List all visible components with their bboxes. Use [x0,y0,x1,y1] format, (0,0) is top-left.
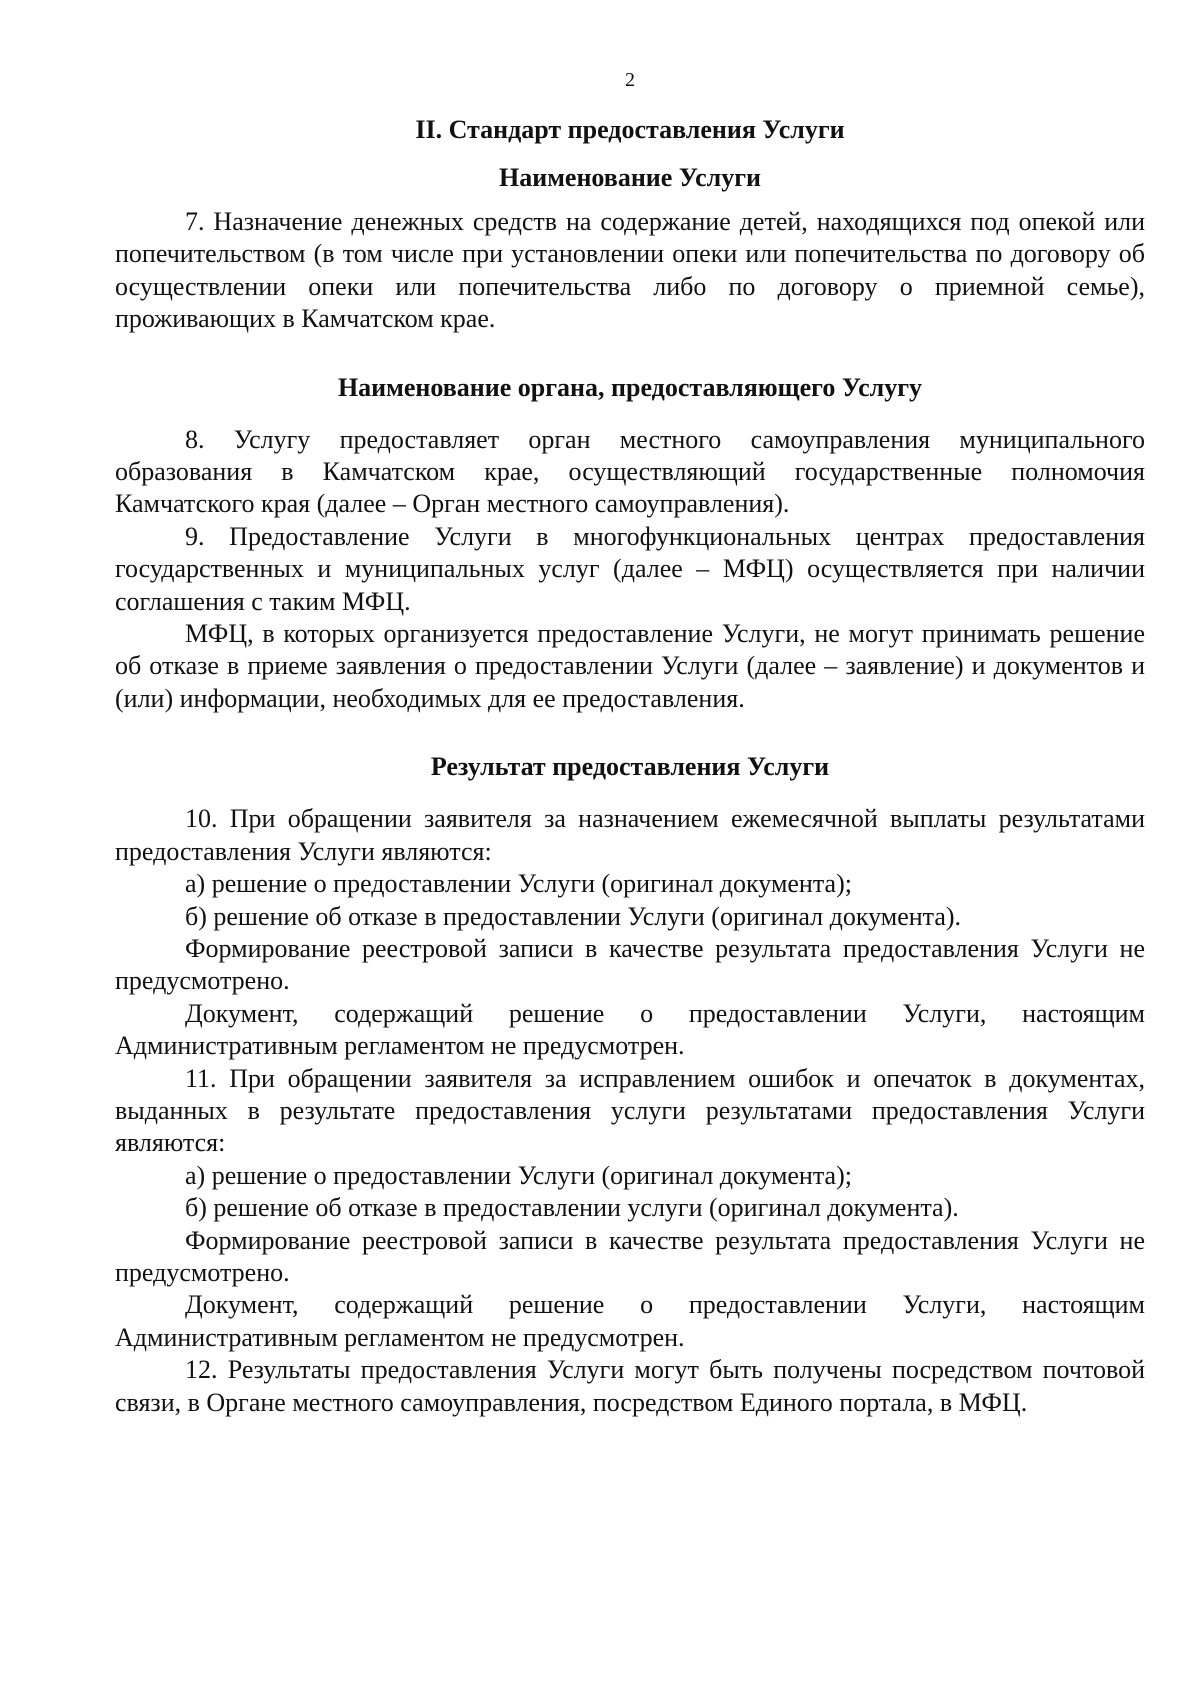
section-result [115,751,1145,1419]
section-service-name [115,162,1145,336]
paragraph: 7. Назначение денежных средств на содержание детей, находящихся под опекой или попечительством (в том числе при установлении опеки или попечительства по договору об осуществлении опеки или попечительства либо по договору о приемной семье), проживающих в Камчатском крае. [115,207,1145,334]
page-number: 2 [625,69,635,91]
paragraph: 10. При обращении заявителя за назначением ежемесячной выплаты результатами предоставления Услуги являются: [115,804,1145,866]
paragraph: б) решение об отказе в предоставлении Услуги (оригинал документа). [185,901,962,931]
paragraph: МФЦ, в которых организуется предоставление Услуги, не могут принимать решение об отказе в приеме заявления о предоставлении Услуги (далее – заявление) и документов и (или) информации, необходимых для ее предоставления. [115,619,1145,713]
paragraph: а) решение о предоставлении Услуги (оригинал документа); [185,1160,852,1190]
chapter-title: II. Стандарт предоставления Услуги [415,115,845,144]
paragraph: 8. Услугу предоставляет орган местного самоуправления муниципального образования в Камчатском крае, осуществляющий государственные полномочия Камчатского края (далее – Орган местного самоуправления). [115,424,1145,519]
section-heading: Наименование органа, предоставляющего Услугу [337,372,923,402]
paragraph: б) решение об отказе в предоставлении услуги (оригинал документа). [185,1193,959,1223]
section-authority [115,372,1145,716]
document-page [115,70,1145,1419]
paragraph: 11. При обращении заявителя за исправлением ошибок и опечаток в документах, выданных в результате предоставления услуги результатами предоставления Услуги являются: [115,1063,1145,1158]
paragraph: 12. Результаты предоставления Услуги могут быть получены посредством почтовой связи, в Органе местного самоуправления, посредством Единого портала, в МФЦ. [115,1355,1145,1417]
paragraph: а) решение о предоставлении Услуги (оригинал документа); [185,869,852,899]
section-heading: Результат предоставления Услуги [430,752,830,782]
paragraph: Формирование реестровой записи в качестве результата предоставления Услуги не предусмотрено. [115,933,1145,996]
paragraph: 9. Предоставление Услуги в многофункциональных центрах предоставления государственных и муниципальных услуг (далее – МФЦ) осуществляется при наличии соглашения с таким МФЦ. [115,521,1145,616]
paragraph: Формирование реестровой записи в качестве результата предоставления Услуги не предусмотрено. [115,1225,1145,1287]
paragraph: Документ, содержащий решение о предоставлении Услуги, настоящим Административным регламентом не предусмотрен. [115,998,1145,1061]
section-heading: Наименование Услуги [498,163,762,192]
paragraph: Документ, содержащий решение о предоставлении Услуги, настоящим Административным регламентом не предусмотрен. [115,1290,1145,1352]
